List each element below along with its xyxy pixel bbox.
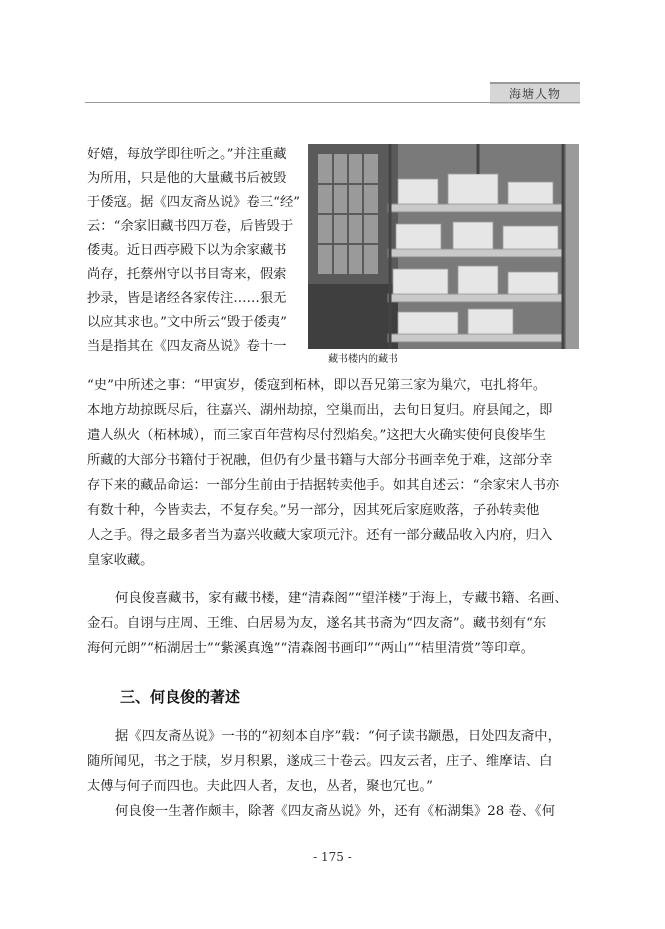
text-line: 倭夷。近日西亭殿下以为余家藏书 bbox=[87, 243, 287, 258]
text-line: 所藏的大部分书籍付于祝融，但仍有少量书籍与大部分书画幸免于难，这部分幸 bbox=[87, 453, 553, 468]
text-line: 皇家收藏。 bbox=[87, 553, 154, 568]
text-line: 随所闻见，书之于牍，岁月积累，遂成三十卷云。四友云者，庄子、维摩诘、白 bbox=[87, 754, 553, 769]
text-line: 金石。自诩与庄周、王维、白居易为友，遂名其书斋为“四友斋”。藏书刻有“东 bbox=[87, 616, 547, 631]
bookshelf-photo-icon bbox=[308, 144, 579, 349]
text-line: “史”中所述之事：“甲寅岁，倭寇到柘林，即以吾兄第三家为巢穴，屯扎将年。 bbox=[87, 378, 547, 393]
text-line: 太傅与何子而四也。夫此四人者，友也，丛者，聚也冗也。” bbox=[87, 779, 433, 794]
running-header: 海塘人物 bbox=[490, 82, 580, 104]
library-photo bbox=[308, 144, 579, 349]
section-heading: 三、何良俊的著述 bbox=[120, 688, 241, 706]
text-line: 尚存，托蔡州守以书目寄来，假索 bbox=[87, 267, 287, 282]
text-line: 人之手。得之最多者当为嘉兴收藏大家项元汴。还有一部分藏品收入内府，归入 bbox=[87, 528, 553, 543]
text-line: 云：“余家旧藏书四万卷，后皆毁于 bbox=[87, 219, 294, 234]
text-line: 以应其求也。”文中所云“毁于倭夷” bbox=[87, 315, 287, 330]
header-rule bbox=[85, 102, 580, 103]
text-line: 于倭寇。据《四友斋丛说》卷三“经” bbox=[87, 195, 301, 210]
text-line: 据《四友斋丛说》一书的“初刻本自序”载：“何子读书颛愚，日处四友斋中， bbox=[115, 729, 561, 744]
page-number: - 175 - bbox=[313, 850, 352, 864]
text-line: 海何元朗”“柘湖居士”“紫溪真逸”“清森阁书画印”“两山”“桔里清赏”等印章。 bbox=[87, 641, 535, 656]
text-line: 存下来的藏品命运：一部分生前由于拮据转卖他手。如其自述云：“余家宋人书亦 bbox=[87, 478, 560, 493]
text-line: 好嬉，每放学即往听之。”并注重藏 bbox=[87, 147, 287, 162]
text-line: 有数十种，今皆卖去，不复存矣。”另一部分，因其死后家庭败落，子孙转卖他 bbox=[87, 503, 540, 518]
text-line: 何良俊一生著作颇丰，除著《四友斋丛说》外，还有《柘湖集》28 卷、《何 bbox=[115, 804, 555, 819]
text-line: 何良俊喜藏书，家有藏书楼，建“清森阁”“望洋楼”于海上，专藏书籍、名画、 bbox=[115, 591, 568, 606]
text-line: 当是指其在《四友斋丛说》卷十一 bbox=[87, 339, 287, 354]
text-line: 本地方劫掠既尽后，往嘉兴、湖州劫掠，空巢而出，去旬日复归。府县闻之，即 bbox=[87, 403, 553, 418]
figure-caption: 藏书楼内的藏书 bbox=[328, 354, 398, 365]
text-line: 抄录，皆是诸经各家传注……狠无 bbox=[87, 291, 287, 306]
text-line: 遣人纵火（柘林城），而三家百年营构尽付烈焰矣。”这把大火确实使何良俊毕生 bbox=[87, 428, 546, 443]
text-line: 为所用，只是他的大量藏书后被毁 bbox=[87, 171, 287, 186]
